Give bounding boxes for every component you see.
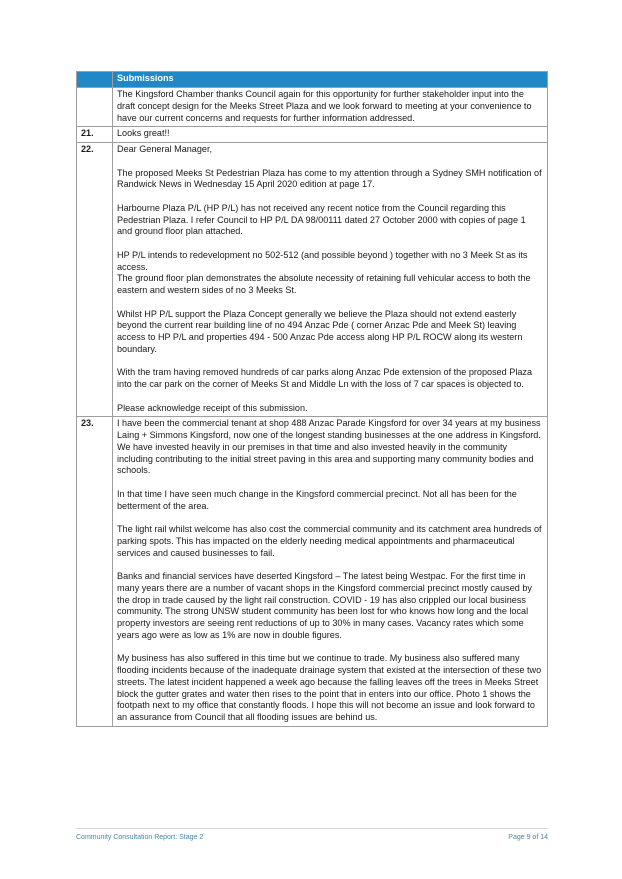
submission-paragraph: Dear General Manager, [117,144,213,154]
footer-report-title: Community Consultation Report: Stage 2 [76,834,204,841]
submission-text-cell [113,127,548,143]
submission-number: 23. [77,417,113,727]
table-header-row [77,72,548,88]
intro-number-cell [77,88,113,127]
submissions-table [76,71,548,727]
submission-text-cell [113,143,548,417]
submission-paragraph: My business has also suffered in this time but we continue to trade. My business also suffered many flooding incidents because of the inadequate drainage system that existed at the intersection of these two streets. The latest incident happened a week ago because the falling leaves off the trees in Meeks Street block the gutter grates and water then rises to the point that in enters into our office. Photo 1 shows the footpath next to my office that constantly floods. I hope this will not become an issue and look forward to an assurance from Council that all flooding issues are behind us. [117,653,542,722]
submission-paragraph: Whilst HP P/L support the Plaza Concept generally we believe the Plaza should not extend easterly beyond the current rear building line of no 494 Anzac Pde ( corner Anzac Pde and Meek St) leaving access to HP P/L and properties 494 - 500 Anzac Pde access along HP P/L ROCW along its western boundary. [117,308,523,354]
intro-paragraph: The Kingsford Chamber thanks Council again for this opportunity for further stakeholder input into the draft concept design for the Meeks Street Plaza and we look forward to meeting at your convenience to have our current concerns and requests for further information addressed. [117,89,532,123]
table-row-21 [77,127,548,143]
submission-paragraph: The ground floor plan demonstrates the absolute necessity of retaining full vehicular access to both the eastern and western sides of no 3 Meeks St. [117,273,531,295]
submission-paragraph: Harbourne Plaza P/L (HP P/L) has not received any recent notice from the Council regarding this Pedestrian Plaza. I refer Council to HP P/L DA 98/00111 dated 27 October 2000 with copies of page 1 and ground floor plan attached. [117,202,526,237]
submission-paragraph: The proposed Meeks St Pedestrian Plaza has come to my attention through a Sydney SMH notification of Randwick News in Wednesday 15 April 2020 edition at page 17. [117,167,542,190]
submission-paragraph: In that time I have seen much change in the Kingsford commercial precinct. Not all has been for the betterment of the area. [117,488,517,511]
header-number-cell [77,72,113,88]
submission-number: 22. [77,143,113,417]
submission-paragraph: Looks great!! [117,128,170,139]
submission-number: 21. [77,127,113,143]
submission-text-cell [113,417,548,727]
submission-paragraph: Please acknowledge receipt of this submission. [117,402,308,413]
submission-paragraph: The light rail whilst welcome has also cost the commercial community and its catchment area hundreds of parking spots. This has impacted on the elderly needing medical appointments and pharmaceutical services and caused businesses to fail. [117,524,542,558]
table-row-22 [77,143,548,417]
footer-divider [76,828,548,829]
header-submissions-cell: Submissions [113,72,548,88]
submission-paragraph: Banks and financial services have deserted Kingsford – The latest being Westpac. For the first time in many years there are a number of vacant shops in the Kingsford commercial precinct mostly caused by the drop in trade caused by the light rail construction. COVID - 19 has also crippled our local business community. The strong UNSW student community has been lost for who knows how long and the local property investors are seeing rent reductions of up to 30% in many cases. Vacancy rates which some years ago were as low as 1% are now in double figures. [117,571,532,640]
footer-page-number: Page 9 of 14 [508,834,548,841]
submission-paragraph: I have been the commercial tenant at shop 488 Anzac Parade Kingsford for over 34 years at my business Laing + Simmons Kingsford, now one of the longest standing businesses at the one address in Kingsford. We have invested heavily in our premises in that time and also invested heavily in the community including contributing to the initial street paving in this area and supporting many community bodies and schools. [117,418,541,476]
intro-text-cell [113,88,548,127]
table-row-23 [77,417,548,727]
submission-paragraph: With the tram having removed hundreds of car parks along Anzac Pde extension of the proposed Plaza into the car park on the corner of Meeks St and Middle Ln with the loss of 7 car spaces is objected to. [117,367,533,389]
submission-paragraph: HP P/L intends to redevelopment no 502-512 (and possible beyond ) together with no 3 Meek St as its access. [117,249,528,272]
table-row-intro [77,88,548,127]
